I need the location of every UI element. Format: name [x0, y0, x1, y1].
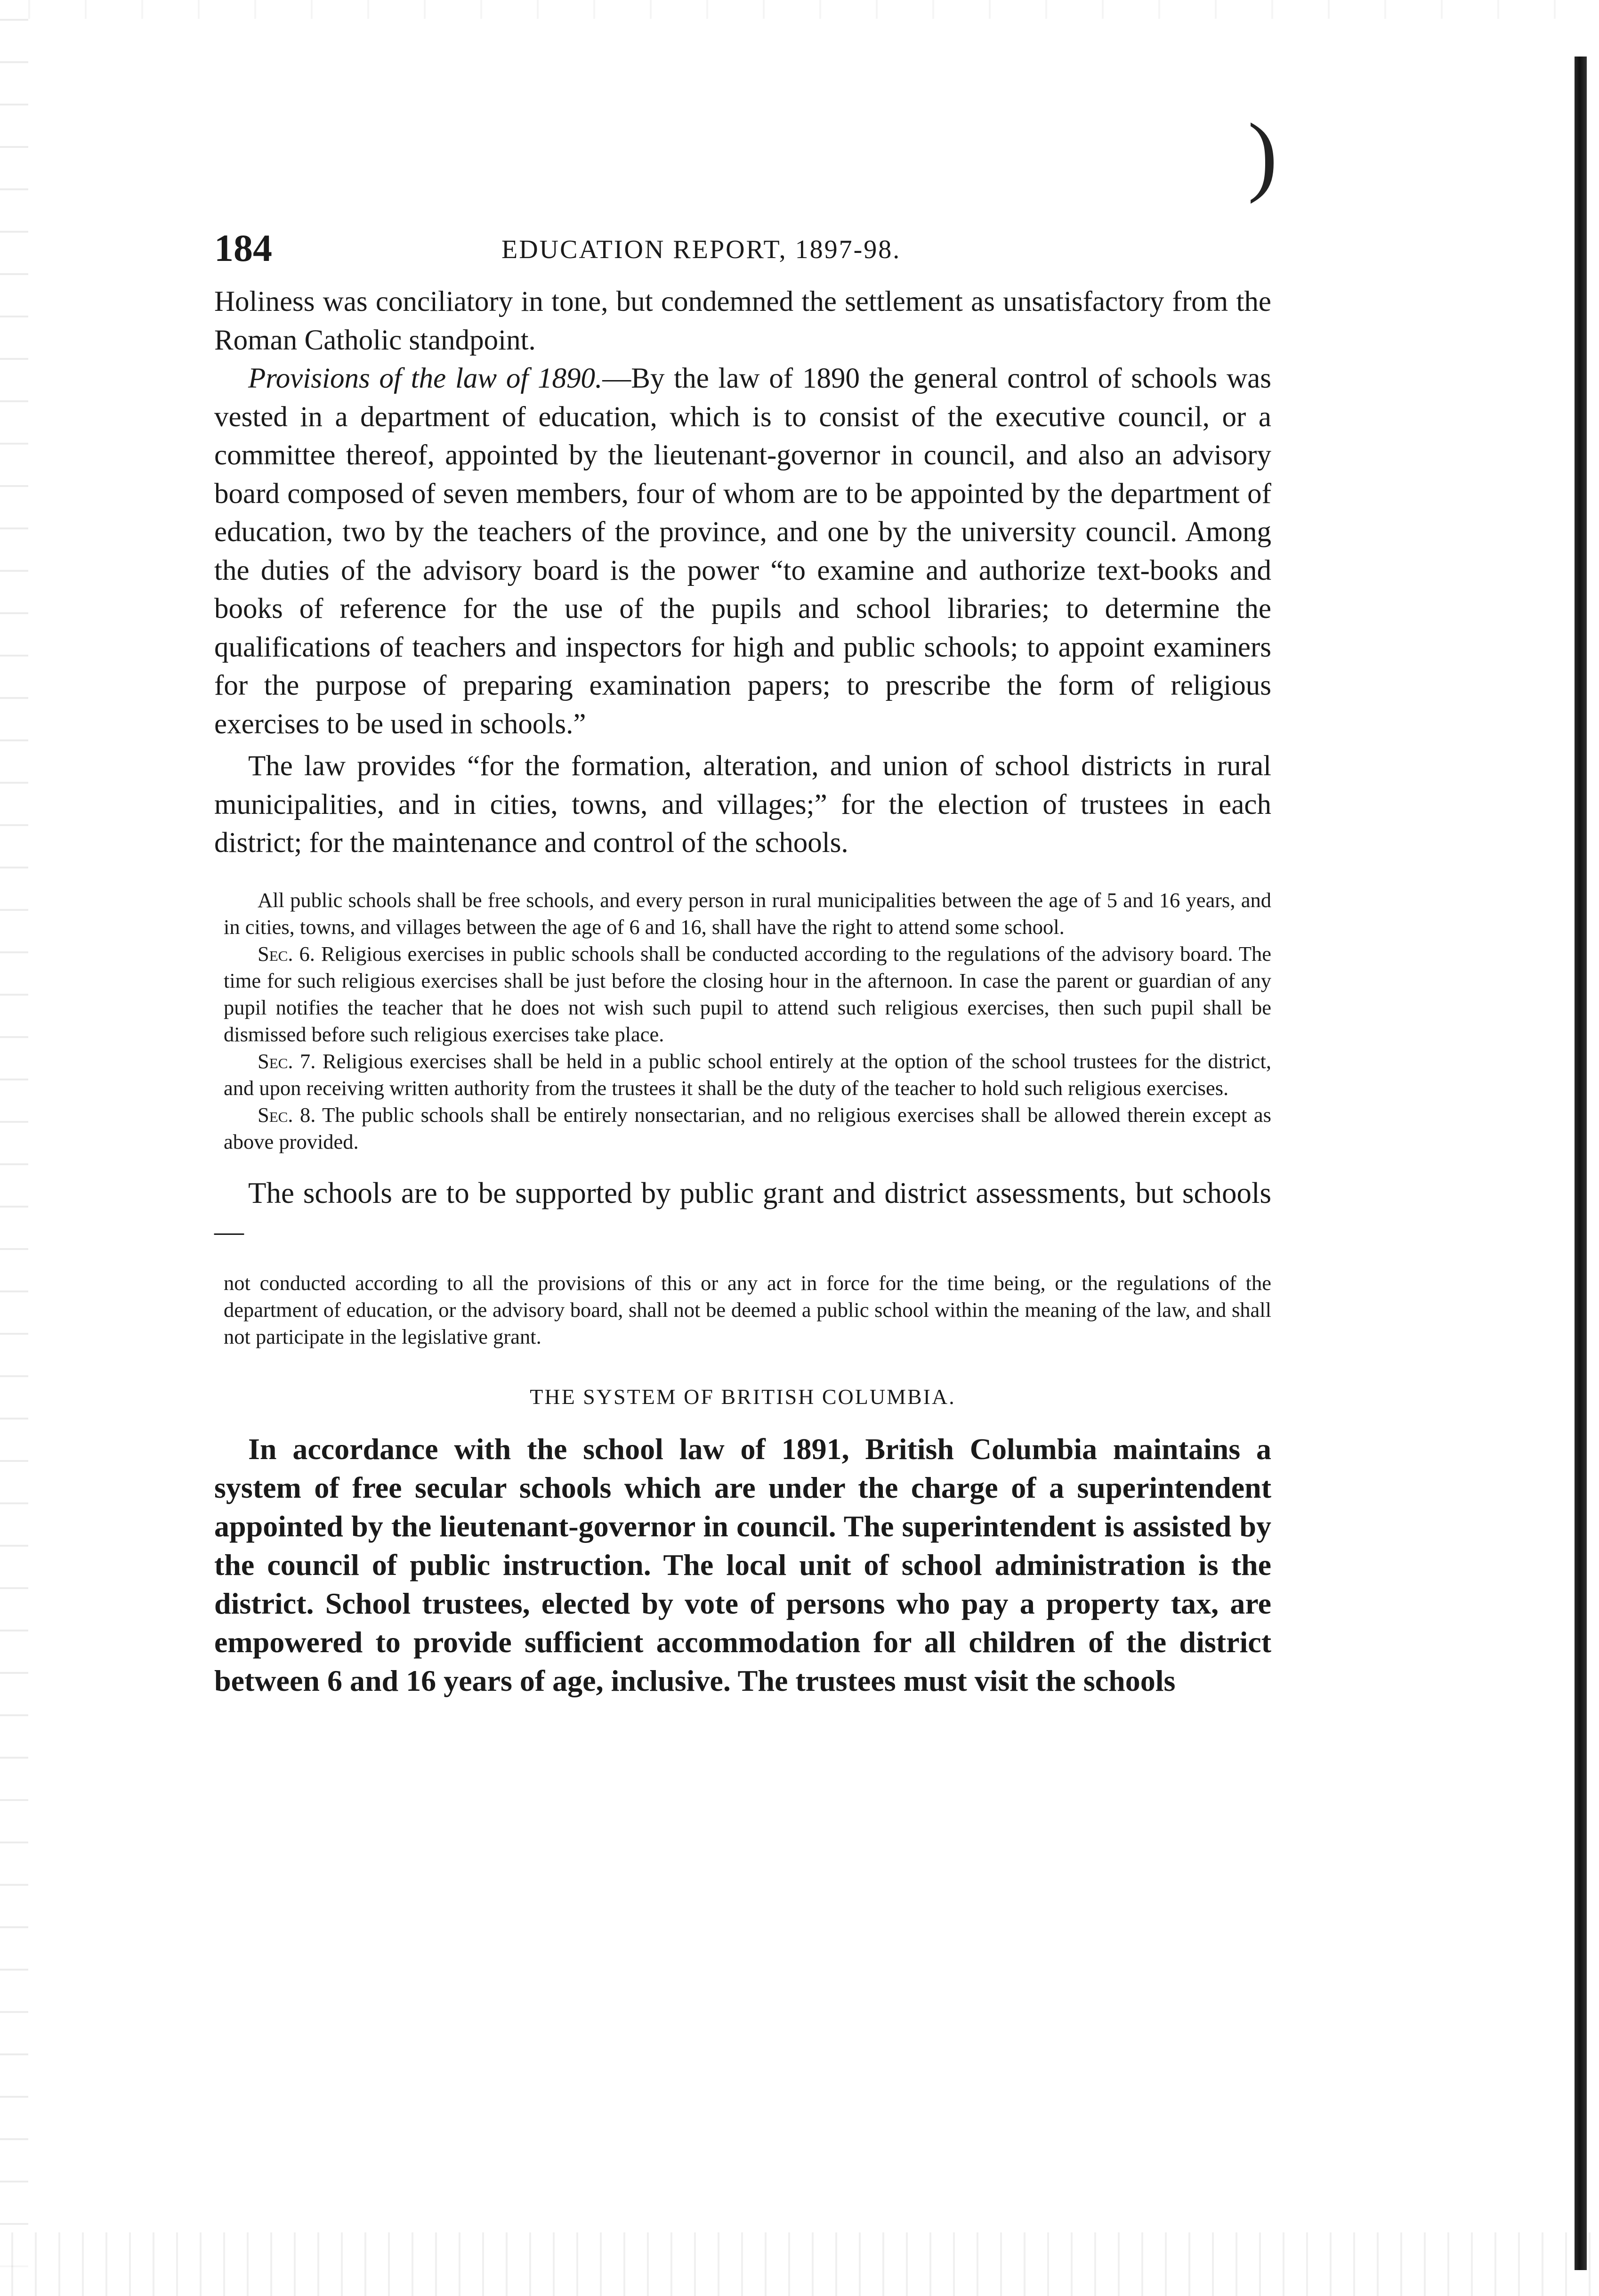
sec-7-label: Sec. 7. — [258, 1049, 316, 1073]
provisions-lead: Provisions of the law of 1890. — [248, 363, 603, 394]
paragraph-holiness: Holiness was conciliatory in tone, but condemned the settlement as unsatisfactory from the Roman Catholic standpoint. — [214, 286, 1271, 356]
paragraph-schools-supported: The schools are to be supported by public grant and district assessments, but schools— — [214, 1176, 1271, 1248]
scan-binding-edge — [1575, 57, 1587, 2270]
paragraph-british-columbia: In accordance with the school law of 1891, British Columbia maintains a system of free secular schools which are under the charge of a superintendent appointed by the lieutenant-governor in council. The superintendent is assisted by the council of public instruction. The local unit of school administration is the district. School trustees, elected by vote of persons who pay a property tax, are empowered to provide sufficient accommodation for all children of the district between 6 and 16 years of age, inclusive. The trustees must visit the schools — [214, 1432, 1271, 1697]
quote-not-conducted: not conducted according to all the provisions of this or any act in force for the time being, or the regulations of the department of education, or the advisory board, shall not be deemed a public school within the meaning of the law, and shall not participate in the legislative grant. — [224, 1271, 1271, 1348]
sec-7-text: Religious exercises shall be held in a public school entirely at the option of the school trustees for the district, and upon receiving written authority from the trustees it shall be the duty of the teacher to hold such religious exercises. — [224, 1049, 1271, 1100]
section-heading-british-columbia: THE SYSTEM OF BRITISH COLUMBIA. — [530, 1384, 956, 1409]
running-title: EDUCATION REPORT, 1897-98. — [501, 235, 901, 264]
sec-8-label: Sec. 8. — [258, 1103, 316, 1127]
sec-6-text: Religious exercises in public schools shall be conducted according to the regulations of the advisory board. The time for such religious exercises shall be just before the closing hour in the afternoon. In case the parent or guardian of any pupil notifies the teacher that he does not wish such pupil to attend such religious exercises, then such pupil shall be dismissed before such religious exercises take place. — [224, 941, 1271, 1046]
sec-6-label: Sec. 6. — [258, 941, 315, 965]
quote-sec-7 — [214, 1048, 1271, 1102]
page-header — [214, 221, 1271, 283]
document-page — [214, 221, 1271, 1700]
scan-noise-top — [0, 0, 1599, 19]
scan-noise-left — [0, 0, 28, 2296]
provisions-text: —By the law of 1890 the general control of schools was vested in a department of education, which is to consist of the executive council, or a committee thereof, appointed by the lieutenant-governor in council, and also an advisory board composed of seven members, four of whom are to be appointed by the department of education, two by the teachers of the province, and one by the university council. Among the duties of the advisory board is the power “to examine and authorize text-books and books of reference for the use of the pupils and school libraries; to determine the qualifications of teachers and inspectors for high and public schools; to appoint examiners for the purpose of preparing examination papers; to prescribe the form of religious exercises to be used in schools.” — [214, 363, 1271, 740]
scan-noise-bottom — [0, 2232, 1599, 2296]
page-number: 184 — [214, 227, 272, 269]
quote-block-sections — [214, 887, 1271, 1155]
quote-sec-8 — [214, 1102, 1271, 1155]
quote-sec-6 — [214, 941, 1271, 1048]
sec-8-text: The public schools shall be entirely nonsectarian, and no religious exercises shall be allowed therein except as above provided. — [224, 1103, 1271, 1153]
paragraph-provisions-1890 — [214, 359, 1271, 743]
paragraph-law-provides: The law provides “for the formation, alteration, and union of school districts in rural municipalities, and in cities, towns, and villages;” for the election of trustees in each district; for the maintenance and control of the schools. — [214, 750, 1271, 859]
corner-mark: ) — [1248, 105, 1278, 204]
quote-free-schools: All public schools shall be free schools, and every person in rural municipalities between the age of 5 and 16 years, and in cities, towns, and villages between the age of 6 and 16, shall have the right to attend some school. — [224, 888, 1271, 939]
